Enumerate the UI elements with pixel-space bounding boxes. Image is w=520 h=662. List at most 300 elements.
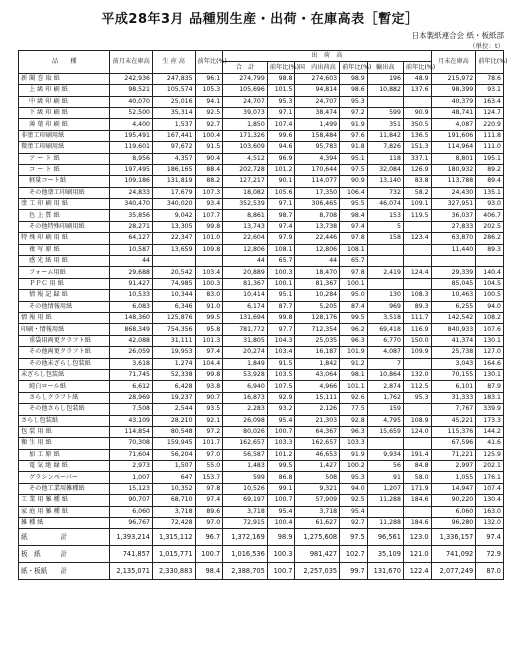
cell-value: 148,360 <box>110 312 153 323</box>
cell-value <box>403 256 431 267</box>
cell-value: 128,176 <box>295 312 340 323</box>
cell-value: 131,694 <box>223 312 268 323</box>
cell-value: 840,933 <box>431 324 476 335</box>
row-label: 純白ロール紙 <box>19 381 110 392</box>
cell-value: 77.5 <box>340 404 368 415</box>
cell-value: 40,379 <box>431 96 476 107</box>
cell-value: 7,767 <box>431 404 476 415</box>
cell-value: 130.1 <box>476 369 504 380</box>
cell-value: 6,083 <box>110 301 153 312</box>
cell-value <box>367 278 403 289</box>
cell-value: 15,659 <box>367 426 403 437</box>
cell-value: 3,718 <box>223 506 268 517</box>
cell-value <box>403 438 431 449</box>
cell-value: 100.7 <box>267 563 295 580</box>
cell-value: 104.3 <box>267 335 295 346</box>
row-label: その他さらし包装紙 <box>19 404 110 415</box>
cell-value: 124.7 <box>476 107 504 118</box>
cell-value: 130.1 <box>476 335 504 346</box>
cell-value: 87.0 <box>476 563 504 580</box>
row-label: さらしクラフト紙 <box>19 392 110 403</box>
header-hinshu: 品 種 <box>19 51 110 74</box>
cell-value: 9,934 <box>367 449 403 460</box>
cell-value: 21,303 <box>295 415 340 426</box>
cell-value: 100.1 <box>340 278 368 289</box>
cell-value: 94.0 <box>476 301 504 312</box>
cell-value: 124.4 <box>403 267 431 278</box>
cell-value <box>403 244 431 255</box>
cell-value <box>431 256 476 267</box>
header-production: 生 産 高 <box>152 51 195 74</box>
cell-value: 127,217 <box>223 176 268 187</box>
cell-value: 97.0 <box>195 449 223 460</box>
cell-value: 22,446 <box>295 233 340 244</box>
cell-value: 103,609 <box>223 142 268 153</box>
cell-value: 95.4 <box>267 415 295 426</box>
cell-value: 137.6 <box>403 85 431 96</box>
cell-value: 103.4 <box>267 347 295 358</box>
cell-value: 90.9 <box>403 107 431 118</box>
cell-value: 95.3 <box>403 392 431 403</box>
cell-value: 107.4 <box>476 483 504 494</box>
cell-value: 2,330,883 <box>152 563 195 580</box>
cell-value: 44 <box>223 256 268 267</box>
table-row <box>19 244 504 255</box>
page-title: 平成28年3月 品種別生産・出荷・在庫高表［暫定］ <box>101 12 419 27</box>
cell-value: 70,155 <box>431 369 476 380</box>
table-row <box>19 187 504 198</box>
cell-value: 39,073 <box>223 107 268 118</box>
cell-value: 97.5 <box>340 529 368 546</box>
cell-value: 13,738 <box>295 221 340 232</box>
total-row <box>19 546 504 563</box>
cell-value: 1,842 <box>295 358 340 369</box>
row-label: 印刷・情報用紙 <box>19 324 110 335</box>
cell-value: 1,207 <box>367 483 403 494</box>
cell-value: 107.6 <box>476 324 504 335</box>
cell-value: 95.1 <box>267 290 295 301</box>
cell-value: 27,833 <box>431 221 476 232</box>
row-label: 紙・板紙 計 <box>19 563 110 580</box>
unit-label: （単位：t） <box>468 42 504 50</box>
cell-value: 4,400 <box>110 119 153 130</box>
cell-value: 1,007 <box>110 472 153 483</box>
cell-value: 350.5 <box>403 119 431 130</box>
cell-value: 96,561 <box>367 529 403 546</box>
cell-value: 97.1 <box>267 107 295 118</box>
cell-value: 102.7 <box>340 546 368 563</box>
cell-value: 95.3 <box>340 472 368 483</box>
cell-value: 4,087 <box>431 119 476 130</box>
row-label: 色 上 質 紙 <box>19 210 110 221</box>
cell-value: 56,587 <box>223 449 268 460</box>
cell-value: 5 <box>367 221 403 232</box>
cell-value: 195,491 <box>110 130 153 141</box>
cell-value: 41.6 <box>476 438 504 449</box>
cell-value: 83.0 <box>195 290 223 301</box>
cell-value: 97.8 <box>195 483 223 494</box>
row-label: 工 業 用 雑 種 紙 <box>19 495 110 506</box>
cell-value: 158 <box>367 233 403 244</box>
cell-value: 24,430 <box>431 187 476 198</box>
cell-value: 109.9 <box>403 347 431 358</box>
cell-value: 191.4 <box>403 449 431 460</box>
cell-value: 71,604 <box>110 449 153 460</box>
cell-value: 108.3 <box>403 290 431 301</box>
cell-value: 184.6 <box>403 518 431 529</box>
cell-value: 4,795 <box>367 415 403 426</box>
table-row <box>19 256 504 267</box>
table-row <box>19 312 504 323</box>
row-label: その他特殊印刷用紙 <box>19 221 110 232</box>
cell-value: 6,101 <box>431 381 476 392</box>
cell-value: 98.8 <box>267 73 295 84</box>
cell-value: 112.5 <box>403 381 431 392</box>
cell-value: 132.0 <box>403 369 431 380</box>
cell-value: 599 <box>223 472 268 483</box>
cell-value: 107.5 <box>267 381 295 392</box>
cell-value: 96.1 <box>195 73 223 84</box>
cell-value: 171,326 <box>223 130 268 141</box>
cell-value: 114,854 <box>110 426 153 437</box>
cell-value: 220.9 <box>476 119 504 130</box>
cell-value: 159 <box>367 404 403 415</box>
cell-value: 1,372,169 <box>223 529 268 546</box>
cell-value: 14,947 <box>431 483 476 494</box>
cell-value: 150.0 <box>403 335 431 346</box>
cell-value: 44 <box>295 256 340 267</box>
cell-value: 111.8 <box>476 130 504 141</box>
cell-value: 97.1 <box>267 199 295 210</box>
cell-value: 97.2 <box>340 107 368 118</box>
cell-value: 2,135,071 <box>110 563 153 580</box>
cell-value: 340,020 <box>152 199 195 210</box>
cell-value: 180,932 <box>431 164 476 175</box>
cell-value <box>195 256 223 267</box>
cell-value: 67,596 <box>431 438 476 449</box>
cell-value: 58.2 <box>403 187 431 198</box>
cell-value: 163.4 <box>476 96 504 107</box>
cell-value: 108.1 <box>340 244 368 255</box>
cell-value: 108.1 <box>267 244 295 255</box>
row-label: コ ー ト 紙 <box>19 164 110 175</box>
cell-value: 107.4 <box>267 119 295 130</box>
cell-value: 93.1 <box>476 85 504 96</box>
cell-value: 124.0 <box>403 426 431 437</box>
cell-value: 107.3 <box>195 187 223 198</box>
cell-value: 202,728 <box>223 164 268 175</box>
cell-value: 98.9 <box>340 73 368 84</box>
cell-value: 91 <box>367 472 403 483</box>
cell-value: 162,657 <box>223 438 268 449</box>
cell-value: 159,945 <box>152 438 195 449</box>
cell-value: 100.1 <box>267 278 295 289</box>
cell-value: 46,074 <box>367 199 403 210</box>
cell-value: 969 <box>367 301 403 312</box>
cell-value: 142,542 <box>431 312 476 323</box>
cell-value: 6,060 <box>431 506 476 517</box>
cell-value: 6,255 <box>431 301 476 312</box>
cell-value: 15,111 <box>295 392 340 403</box>
cell-value: 97.5 <box>340 164 368 175</box>
header-production-ratio: 前年比(%) <box>195 51 223 74</box>
cell-value <box>367 506 403 517</box>
cell-value: 95.3 <box>340 96 368 107</box>
cell-value: 100.3 <box>267 546 295 563</box>
cell-value: 74,985 <box>152 278 195 289</box>
cell-value <box>367 244 403 255</box>
row-label: 感 光 紙 用 紙 <box>19 256 110 267</box>
cell-value: 105,574 <box>152 85 195 96</box>
table-row <box>19 96 504 107</box>
cell-value: 29,339 <box>431 267 476 278</box>
cell-value: 96,280 <box>431 518 476 529</box>
cell-value: 96.9 <box>267 153 295 164</box>
cell-value: 96.7 <box>195 529 223 546</box>
row-label: 未ざらし包装紙 <box>19 369 110 380</box>
cell-value: 327,951 <box>431 199 476 210</box>
cell-value: 4,966 <box>295 381 340 392</box>
row-label: その他情報用紙 <box>19 301 110 312</box>
cell-value: 18,470 <box>295 267 340 278</box>
cell-value: 10,344 <box>152 290 195 301</box>
cell-value: 163.0 <box>476 506 504 517</box>
cell-value: 95.4 <box>267 506 295 517</box>
cell-value: 72.9 <box>476 546 504 563</box>
cell-value: 103.4 <box>195 267 223 278</box>
cell-value: 87.7 <box>267 301 295 312</box>
cell-value: 31,111 <box>152 335 195 346</box>
cell-value: 31,805 <box>223 335 268 346</box>
cell-value: 68,710 <box>152 495 195 506</box>
table-row <box>19 130 504 141</box>
cell-value: 89.3 <box>476 244 504 255</box>
table-row <box>19 85 504 96</box>
cell-value: 95,783 <box>295 142 340 153</box>
cell-value: 98,521 <box>110 85 153 96</box>
header-prev-stock: 前月末在庫高 <box>110 51 153 74</box>
header-stock: 月末在庫高 <box>431 51 476 74</box>
cell-value: 19,237 <box>152 392 195 403</box>
cell-value: 274,799 <box>223 73 268 84</box>
row-label: さらし包装紙 <box>19 415 110 426</box>
cell-value: 13,305 <box>152 221 195 232</box>
cell-value: 24,833 <box>110 187 153 198</box>
cell-value: 10,463 <box>431 290 476 301</box>
cell-value: 131,819 <box>152 176 195 187</box>
cell-value: 40,070 <box>110 96 153 107</box>
cell-value: 36,037 <box>431 210 476 221</box>
cell-value: 98,399 <box>431 85 476 96</box>
cell-value: 92.5 <box>195 107 223 118</box>
cell-value: 28,969 <box>110 392 153 403</box>
cell-value: 48.9 <box>403 73 431 84</box>
cell-value: 109,186 <box>110 176 153 187</box>
row-label: その他未ざらし包装紙 <box>19 358 110 369</box>
cell-value: 2,973 <box>110 461 153 472</box>
cell-value: 10,526 <box>223 483 268 494</box>
cell-value: 80,548 <box>152 426 195 437</box>
cell-value: 8,861 <box>223 210 268 221</box>
cell-value: 101.1 <box>340 381 368 392</box>
cell-value: 195.1 <box>476 153 504 164</box>
cell-value: 99.8 <box>195 221 223 232</box>
cell-value: 26,098 <box>223 415 268 426</box>
cell-value: 125.9 <box>476 449 504 460</box>
cell-value: 2,419 <box>367 267 403 278</box>
cell-value: 101.0 <box>195 233 223 244</box>
cell-value: 20,889 <box>223 267 268 278</box>
cell-value: 43,109 <box>110 415 153 426</box>
cell-value: 93.0 <box>476 199 504 210</box>
cell-value: 99.5 <box>267 461 295 472</box>
cell-value: 88.4 <box>195 164 223 175</box>
cell-value: 44 <box>110 256 153 267</box>
cell-value: 1,537 <box>152 119 195 130</box>
cell-value: 196 <box>367 73 403 84</box>
row-label: 上 級 印 刷 紙 <box>19 85 110 96</box>
cell-value: 7,508 <box>110 404 153 415</box>
cell-value: 100.7 <box>267 426 295 437</box>
cell-value: 96.3 <box>340 426 368 437</box>
cell-value: 83.8 <box>403 176 431 187</box>
cell-value: 100.5 <box>476 290 504 301</box>
cell-value: 1,850 <box>223 119 268 130</box>
cell-value: 32,084 <box>367 164 403 175</box>
cell-value: 90.9 <box>340 176 368 187</box>
cell-value: 109.8 <box>195 244 223 255</box>
cell-value: 15,123 <box>110 483 153 494</box>
row-label: 家 庭 用 雑 種 紙 <box>19 506 110 517</box>
cell-value: 25,035 <box>295 335 340 346</box>
header-stock-ratio: 前年比(%) <box>476 51 504 74</box>
cell-value: 53,928 <box>223 369 268 380</box>
cell-value: 92.5 <box>340 495 368 506</box>
cell-value: 1,275,608 <box>295 529 340 546</box>
cell-value: 215,972 <box>431 73 476 84</box>
cell-value: 5,205 <box>295 301 340 312</box>
cell-value: 87.9 <box>476 381 504 392</box>
cell-value: 72,915 <box>223 518 268 529</box>
cell-value: 71,221 <box>431 449 476 460</box>
cell-value: 754,356 <box>152 324 195 335</box>
cell-value: 10,352 <box>152 483 195 494</box>
cell-value: 1,483 <box>223 461 268 472</box>
cell-value: 7 <box>367 358 403 369</box>
cell-value: 35,109 <box>367 546 403 563</box>
cell-value: 97.0 <box>195 518 223 529</box>
cell-value <box>367 256 403 267</box>
cell-value: 153.7 <box>195 472 223 483</box>
cell-value: 92.9 <box>267 392 295 403</box>
cell-value: 176.1 <box>476 472 504 483</box>
cell-value: 12,806 <box>295 244 340 255</box>
cell-value: 22,604 <box>223 233 268 244</box>
total-row <box>19 563 504 580</box>
cell-value: 126.9 <box>403 164 431 175</box>
row-label: 中 級 印 刷 紙 <box>19 96 110 107</box>
cell-value: 99.1 <box>267 483 295 494</box>
cell-value: 108.2 <box>476 312 504 323</box>
cell-value: 123.0 <box>403 529 431 546</box>
cell-value: 94.1 <box>195 96 223 107</box>
cell-value: 111.0 <box>476 142 504 153</box>
cell-value: 10,587 <box>110 244 153 255</box>
cell-value: 13,743 <box>223 221 268 232</box>
cell-value: 1,274 <box>152 358 195 369</box>
cell-value: 38,474 <box>295 107 340 118</box>
cell-value: 3,718 <box>152 506 195 517</box>
table-row <box>19 153 504 164</box>
cell-value: 91.8 <box>340 142 368 153</box>
cell-value: 95.3 <box>267 96 295 107</box>
cell-value: 122.4 <box>403 563 431 580</box>
cell-value: 97.2 <box>195 426 223 437</box>
table-row <box>19 233 504 244</box>
cell-value: 93.2 <box>267 404 295 415</box>
row-label: 薄 葉 印 刷 紙 <box>19 119 110 130</box>
cell-value <box>367 438 403 449</box>
cell-value: 89.6 <box>195 506 223 517</box>
cell-value: 1,336,157 <box>431 529 476 546</box>
row-label: 包 装 用 紙 <box>19 426 110 437</box>
cell-value: 2,126 <box>295 404 340 415</box>
total-row <box>19 529 504 546</box>
cell-value: 100.4 <box>267 518 295 529</box>
cell-value: 98.4 <box>340 210 368 221</box>
cell-value: 98.1 <box>340 369 368 380</box>
cell-value: 46,653 <box>295 449 340 460</box>
row-label: 特 殊 印 刷 用 紙 <box>19 233 110 244</box>
cell-value: 92.8 <box>340 415 368 426</box>
cell-value: 96,767 <box>110 518 153 529</box>
cell-value: 12,806 <box>223 244 268 255</box>
cell-value: 96.2 <box>340 324 368 335</box>
cell-value: 61,627 <box>295 518 340 529</box>
cell-value: 2,283 <box>223 404 268 415</box>
table-row <box>19 210 504 221</box>
table-row <box>19 119 504 130</box>
cell-value: 162,657 <box>295 438 340 449</box>
cell-value: 65.7 <box>267 256 295 267</box>
cell-value: 97.4 <box>267 221 295 232</box>
row-label: ＰＰＣ 用 紙 <box>19 278 110 289</box>
table-row <box>19 426 504 437</box>
header-total-ratio: 前年比(%) <box>267 62 295 73</box>
cell-value: 97.7 <box>267 324 295 335</box>
cell-value: 1,315,112 <box>152 529 195 546</box>
cell-value: 91.5 <box>267 358 295 369</box>
cell-value: 111.7 <box>403 312 431 323</box>
cell-value: 92.7 <box>340 518 368 529</box>
cell-value: 11,440 <box>431 244 476 255</box>
cell-value: 1,393,214 <box>110 529 153 546</box>
row-label: フォーム用紙 <box>19 267 110 278</box>
cell-value: 103.3 <box>340 438 368 449</box>
row-label: 電 気 絶 縁 紙 <box>19 461 110 472</box>
table-row <box>19 221 504 232</box>
cell-value: 25,016 <box>152 96 195 107</box>
cell-value: 1,016,536 <box>223 546 268 563</box>
cell-value: 9,321 <box>295 483 340 494</box>
cell-value: 119.5 <box>403 210 431 221</box>
cell-value: 85,045 <box>431 278 476 289</box>
cell-value: 10,533 <box>110 290 153 301</box>
cell-value: 13,659 <box>152 244 195 255</box>
cell-value: 337.1 <box>403 153 431 164</box>
table-body <box>19 73 504 529</box>
cell-value: 106.4 <box>340 187 368 198</box>
